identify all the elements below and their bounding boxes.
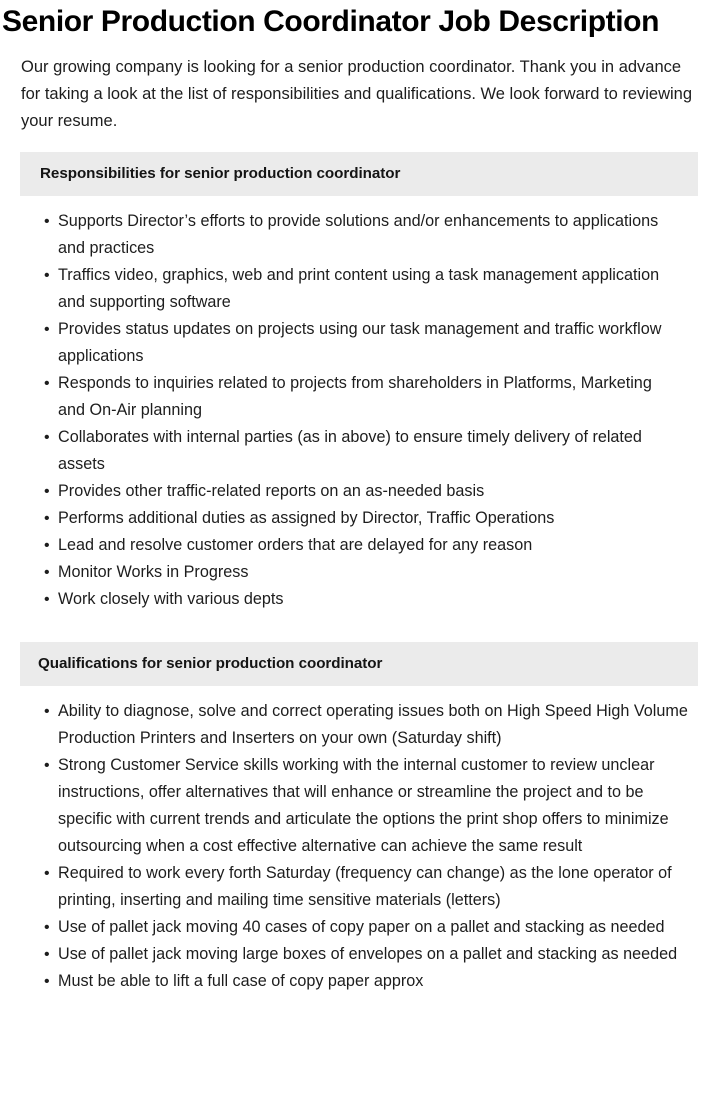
bullet-icon: • — [44, 973, 50, 990]
list-item-text: Provides other traffic-related reports on an as-needed basis — [58, 482, 485, 500]
list-item — [0, 478, 720, 505]
list-item-text: Must be able to lift a full case of copy paper approx — [58, 972, 424, 990]
list-item-text: Collaborates with internal parties (as in above) to ensure timely delivery of related assets — [58, 428, 642, 473]
list-item — [0, 262, 720, 316]
list-item — [0, 914, 720, 941]
section-qualifications — [0, 642, 720, 995]
section-heading-label: Qualifications for senior production coordinator — [38, 655, 383, 672]
bullet-icon: • — [44, 946, 50, 963]
section-body-responsibilities — [0, 196, 720, 613]
list-item-text: Performs additional duties as assigned by Director, Traffic Operations — [58, 509, 555, 527]
list-item-text: Work closely with various depts — [58, 590, 284, 608]
list-item — [0, 698, 720, 752]
intro-paragraph: Our growing company is looking for a senior production coordinator. Thank you in advance for taking a look at the list of responsibilities and qualifications. We look forward to reviewing your resume. — [21, 58, 693, 130]
list-item-text: Supports Director’s efforts to provide solutions and/or enhancements to applications and practices — [58, 212, 659, 257]
bullet-icon: • — [44, 375, 50, 392]
responsibilities-list — [0, 208, 720, 613]
bullet-icon: • — [44, 591, 50, 608]
list-item — [0, 559, 720, 586]
page-title: Senior Production Coordinator Job Description — [2, 5, 660, 38]
bullet-icon: • — [44, 757, 50, 774]
list-item — [0, 532, 720, 559]
bullet-icon: • — [44, 510, 50, 527]
list-item — [0, 370, 720, 424]
bullet-icon: • — [44, 321, 50, 338]
list-item-text: Ability to diagnose, solve and correct operating issues both on High Speed High Volume Production Printers and Inserters on your own (Saturday shift) — [58, 702, 688, 747]
list-item-text: Provides status updates on projects using our task management and traffic workflow applications — [58, 320, 662, 365]
section-body-qualifications — [0, 686, 720, 995]
list-item-text: Use of pallet jack moving 40 cases of copy paper on a pallet and stacking as needed — [58, 918, 665, 936]
list-item — [0, 968, 720, 995]
bullet-icon: • — [44, 865, 50, 882]
bullet-icon: • — [44, 213, 50, 230]
section-header-responsibilities — [20, 152, 698, 196]
list-item-text: Use of pallet jack moving large boxes of envelopes on a pallet and stacking as needed — [58, 945, 678, 963]
qualifications-list — [0, 698, 720, 995]
bullet-icon: • — [44, 483, 50, 500]
bullet-icon: • — [44, 564, 50, 581]
section-header-qualifications — [20, 642, 698, 686]
list-item-text: Lead and resolve customer orders that are delayed for any reason — [58, 536, 533, 554]
section-heading-label: Responsibilities for senior production coordinator — [40, 165, 401, 182]
list-item — [0, 208, 720, 262]
bullet-icon: • — [44, 919, 50, 936]
bullet-icon: • — [44, 537, 50, 554]
bullet-icon: • — [44, 267, 50, 284]
list-item — [0, 941, 720, 968]
list-item-text: Required to work every forth Saturday (frequency can change) as the lone operator of printing, inserting and mailing time sensitive materials (letters) — [58, 864, 672, 909]
list-item — [0, 586, 720, 613]
list-item — [0, 860, 720, 914]
list-item — [0, 316, 720, 370]
list-item — [0, 752, 720, 860]
list-item-text: Responds to inquiries related to projects from shareholders in Platforms, Marketing and On-Air planning — [58, 374, 652, 419]
list-item — [0, 424, 720, 478]
bullet-icon: • — [44, 429, 50, 446]
list-item-text: Strong Customer Service skills working with the internal customer to review unclear instructions, offer alternatives that will enhance or streamline the project and to be specific with current trends and articulate the options the print shop offers to minimize outsourcing when a cost effective alternative can achieve the same result — [58, 756, 669, 855]
section-responsibilities — [0, 152, 720, 613]
list-item — [0, 505, 720, 532]
bullet-icon: • — [44, 703, 50, 720]
list-item-text: Traffics video, graphics, web and print content using a task management application and supporting software — [58, 266, 660, 311]
list-item-text: Monitor Works in Progress — [58, 563, 249, 581]
